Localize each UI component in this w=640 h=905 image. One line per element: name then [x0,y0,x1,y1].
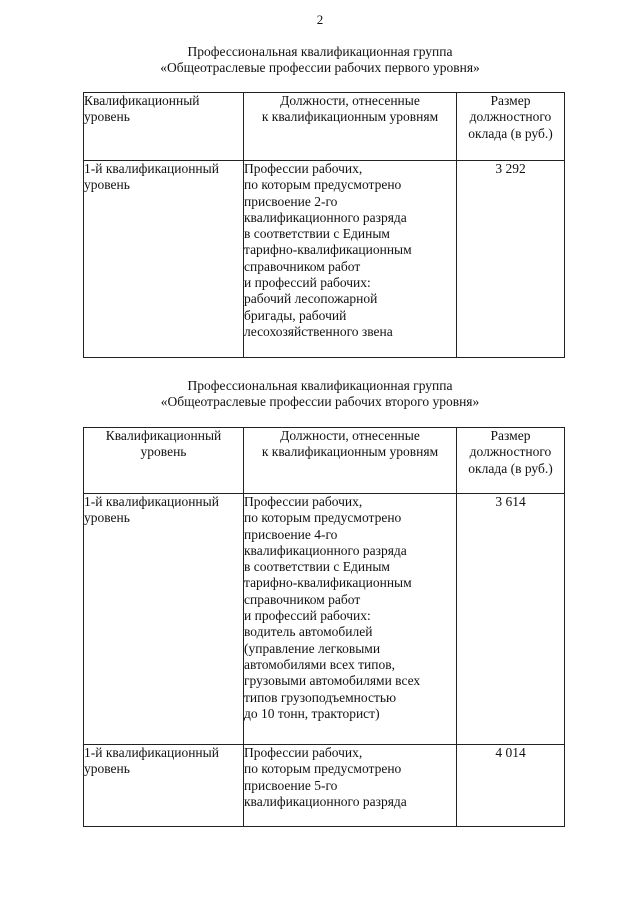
table-row [84,161,565,358]
cell-salary: 3 292 [457,161,565,358]
header-level: Квалификационный уровень [84,428,244,494]
page-number: 2 [316,12,324,27]
group-title-first-level [0,44,640,76]
table-row [84,494,565,745]
header-positions: Должности, отнесенные к квалификационным уровням [244,93,457,161]
qualification-table-second-level [83,427,565,827]
cell-positions: Профессии рабочих, по которым предусмотрено присвоение 4-го квалификационного разряда в соответствии с Единым тарифно-квалификационным справочником работ и профессий рабочих: водитель автомобилей (управление легковыми автомобилями всех типов, грузовыми автомобилями всех типов грузоподъемностью до 10 тонн, тракторист) [244,494,457,745]
cell-level: 1-й квалификационный уровень [84,745,244,827]
cell-salary: 3 614 [457,494,565,745]
cell-positions: Профессии рабочих, по которым предусмотрено присвоение 2-го квалификационного разряда в соответствии с Единым тарифно-квалификационным справочником работ и профессий рабочих: рабочий лесопожарной бригады, рабочий лесохозяйственного звена [244,161,457,358]
header-level: Квалификационный уровень [84,93,244,161]
cell-positions: Профессии рабочих, по которым предусмотрено присвоение 5-го квалификационного разряда [244,745,457,827]
group-title-second-level [0,378,640,410]
group-title-line1: Профессиональная квалификационная группа [187,44,453,59]
cell-level: 1-й квалификационный уровень [84,161,244,358]
cell-salary: 4 014 [457,745,565,827]
group-title-line1: Профессиональная квалификационная группа [187,378,453,393]
table-row [84,745,565,827]
header-salary: Размер должностного оклада (в руб.) [457,93,565,161]
table-header-row [84,428,565,494]
group-title-line2: «Общеотраслевые профессии рабочих второго уровня» [160,394,480,409]
table-header-row [84,93,565,161]
group-title-line2: «Общеотраслевые профессии рабочих первого уровня» [160,60,480,75]
cell-level: 1-й квалификационный уровень [84,494,244,745]
header-salary: Размер должностного оклада (в руб.) [457,428,565,494]
qualification-table-first-level [83,92,565,358]
header-positions: Должности, отнесенные к квалификационным уровням [244,428,457,494]
